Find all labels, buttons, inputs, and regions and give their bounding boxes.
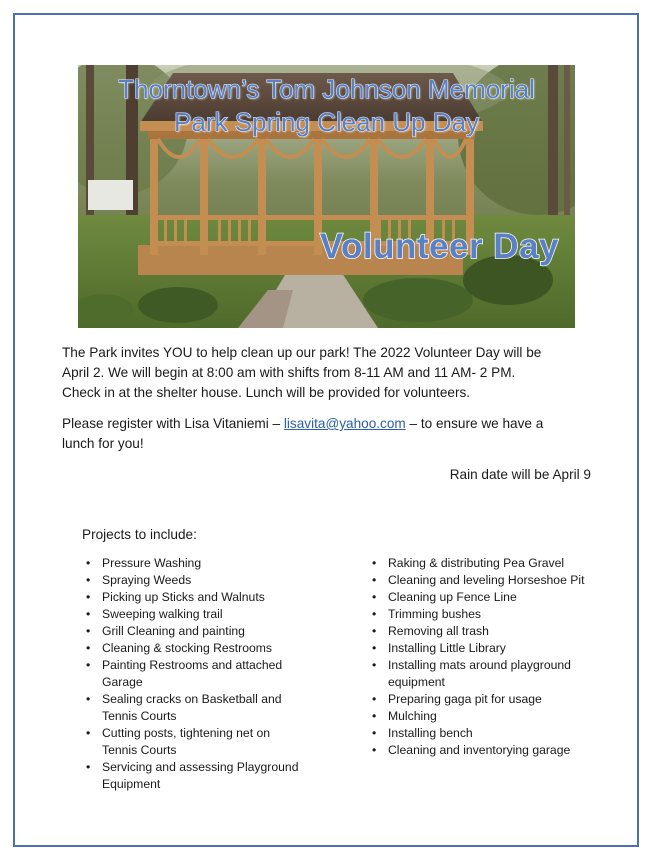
project-item [368,708,618,725]
bullet-icon: • [372,726,377,740]
project-item-text: Grill Cleaning and painting [102,624,245,638]
project-item-text: Installing bench [388,726,473,740]
email-link[interactable]: lisavita@yahoo.com [283,416,406,431]
bullet-icon: • [86,573,91,587]
bullet-icon: • [372,607,377,621]
project-item [368,589,618,606]
bullet-icon: • [372,709,377,723]
project-item-text: Sweeping walking trail [102,607,223,621]
project-item [82,657,307,691]
project-item-text: Cleaning and inventorying garage [388,743,571,757]
project-item [82,759,307,793]
rain-date: Rain date will be April 9 [449,467,591,482]
project-item-text: Mulching [388,709,437,723]
bullet-icon: • [372,692,377,706]
register-line-2: lunch for you! [62,436,144,451]
intro-line-1: The Park invites YOU to help clean up our park! The 2022 Volunteer Day will be [62,345,542,360]
project-item-text: Equipment [102,777,161,791]
project-item-text: Trimming bushes [388,607,482,621]
project-item-text: Removing all trash [388,624,489,638]
project-item-text: Preparing gaga pit for usage [388,692,542,706]
project-item-text: Spraying Weeds [102,573,192,587]
project-item [368,742,618,759]
register-line-1 [62,414,602,434]
project-item [368,555,618,572]
project-item [82,623,307,640]
projects-list-right [368,555,618,759]
hero-image [78,65,575,328]
intro-paragraph [62,343,602,403]
bullet-icon: • [372,641,377,655]
project-item [82,589,307,606]
project-item [82,725,307,759]
register-suffix: – to ensure we have a [405,416,544,431]
bullet-icon: • [86,692,91,706]
bullet-icon: • [86,658,91,672]
projects-list-left [82,555,307,793]
project-item-text: Installing mats around playground [388,658,571,672]
bullet-icon: • [86,641,91,655]
hero-title-line-2: Park Spring Clean Up Day [174,107,479,137]
project-item [82,640,307,657]
hero-subtitle: Volunteer Day [319,227,559,266]
project-item [368,640,618,657]
project-item [82,691,307,725]
hero-title-line-1: Thorntown’s Tom Johnson Memorial [118,74,535,104]
bullet-icon: • [372,556,377,570]
intro-line-3: Check in at the shelter house. Lunch will be provided for volunteers. [62,385,471,400]
project-item [82,572,307,589]
bullet-icon: • [372,590,377,604]
intro-line-2: April 2. We will begin at 8:00 am with shifts from 8-11 AM and 11 AM- 2 PM. [62,365,516,380]
project-item [368,725,618,742]
project-item-text: Garage [102,675,143,689]
projects-heading: Projects to include: [82,527,197,542]
project-item-text: Cleaning up Fence Line [388,590,517,604]
bullet-icon: • [86,556,91,570]
project-item-text: Servicing and assessing Playground [102,760,299,774]
project-item-text: Picking up Sticks and Walnuts [102,590,265,604]
project-item [368,623,618,640]
project-item-text: Installing Little Library [388,641,506,655]
project-item-text: Tennis Courts [102,709,177,723]
register-paragraph [62,414,602,454]
bullet-icon: • [372,658,377,672]
project-item-text: Sealing cracks on Basketball and [102,692,282,706]
bullet-icon: • [372,573,377,587]
project-item [82,606,307,623]
bullet-icon: • [86,760,91,774]
project-item-text: Cutting posts, tightening net on [102,726,271,740]
project-item-text: Pressure Washing [102,556,202,570]
project-item [82,555,307,572]
project-item [368,657,618,691]
bullet-icon: • [86,607,91,621]
bullet-icon: • [86,590,91,604]
project-item-text: equipment [388,675,445,689]
hero-title [78,73,575,139]
bullet-icon: • [372,624,377,638]
register-prefix: Please register with Lisa Vitaniemi – [62,416,284,431]
bullet-icon: • [86,624,91,638]
project-item-text: Tennis Courts [102,743,177,757]
project-item-text: Painting Restrooms and attached [102,658,283,672]
bullet-icon: • [86,726,91,740]
project-item [368,606,618,623]
bullet-icon: • [372,743,377,757]
project-item [368,691,618,708]
project-item-text: Raking & distributing Pea Gravel [388,556,565,570]
project-item-text: Cleaning & stocking Restrooms [102,641,273,655]
project-item [368,572,618,589]
project-item-text: Cleaning and leveling Horseshoe Pit [388,573,585,587]
